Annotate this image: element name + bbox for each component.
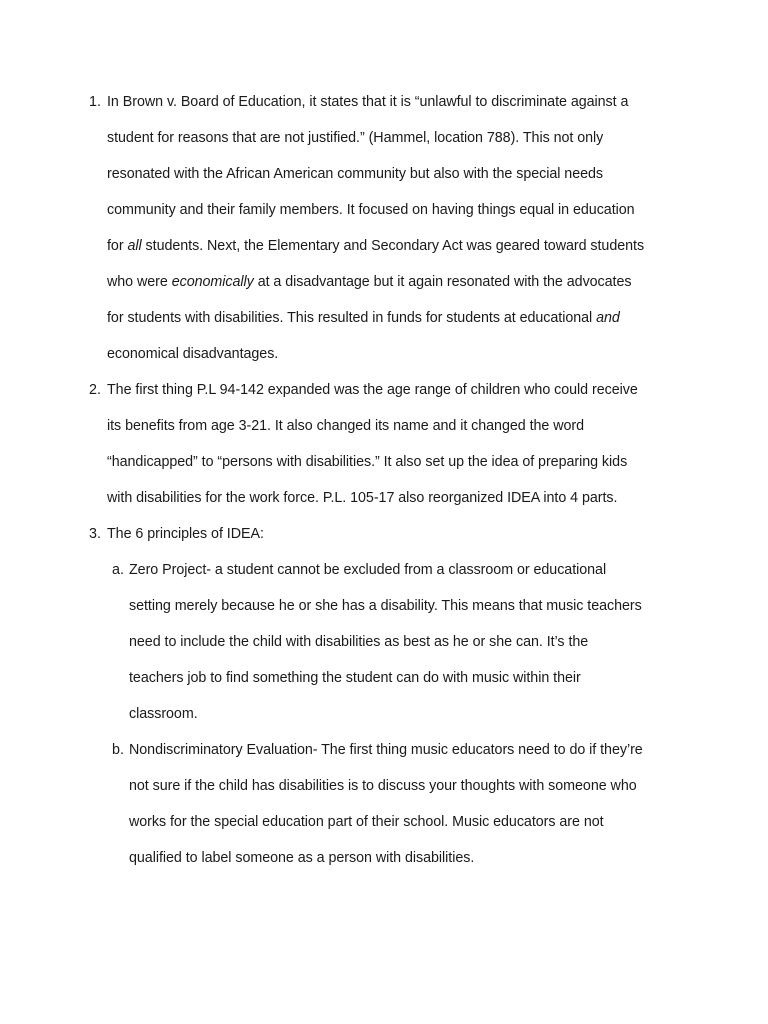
paragraph-line: with disabilities for the work force. P.L. 105-17 also reorganized IDEA into 4 parts. [107,490,618,506]
emphasis-text: economically [171,274,254,290]
subparagraph-line: setting merely because he or she has a disability. This means that music teachers [129,598,642,614]
paragraph-line: student for reasons that are not justified.” (Hammel, location 788). This not only [107,130,604,146]
list-marker-b: b. [112,742,124,758]
subparagraph-line: need to include the child with disabilities as best as he or she can. It’s the [129,634,589,650]
subparagraph-line: classroom. [129,706,198,722]
paragraph-line: The first thing P.L 94-142 expanded was the age range of children who could receive [107,382,638,398]
list-marker-1: 1. [89,94,101,110]
subparagraph-line: qualified to label someone as a person with disabilities. [129,850,475,866]
paragraph-line: In Brown v. Board of Education, it states that it is “unlawful to discriminate against a [107,94,629,110]
paragraph-line: economical disadvantages. [107,346,279,362]
paragraph-line: resonated with the African American community but also with the special needs [107,166,604,182]
list-marker-a: a. [112,562,124,578]
paragraph-line-rich: for all students. Next, the Elementary and Secondary Act was geared toward students [107,238,645,254]
paragraph-line: “handicapped” to “persons with disabilities.” It also set up the idea of preparing kids [107,454,628,470]
subparagraph-line: Nondiscriminatory Evaluation- The first thing music educators need to do if they’re [129,742,643,758]
paragraph-line-rich: who were economically at a disadvantage but it again resonated with the advocates [107,274,632,290]
list-marker-2: 2. [89,382,101,398]
list-marker-3: 3. [89,526,101,542]
emphasis-text: and [596,310,620,326]
subparagraph-line: Zero Project- a student cannot be excluded from a classroom or educational [129,562,607,578]
subparagraph-line: works for the special education part of their school. Music educators are not [129,814,604,830]
paragraph-line: its benefits from age 3-21. It also changed its name and it changed the word [107,418,585,434]
subparagraph-line: teachers job to find something the student can do with music within their [129,670,581,686]
emphasis-text: all [127,238,142,254]
subparagraph-line: not sure if the child has disabilities is to discuss your thoughts with someone who [129,778,637,794]
paragraph-line-rich: for students with disabilities. This resulted in funds for students at educational and [107,310,620,326]
paragraph-line: community and their family members. It focused on having things equal in education [107,202,635,218]
paragraph-line: The 6 principles of IDEA: [107,526,264,542]
